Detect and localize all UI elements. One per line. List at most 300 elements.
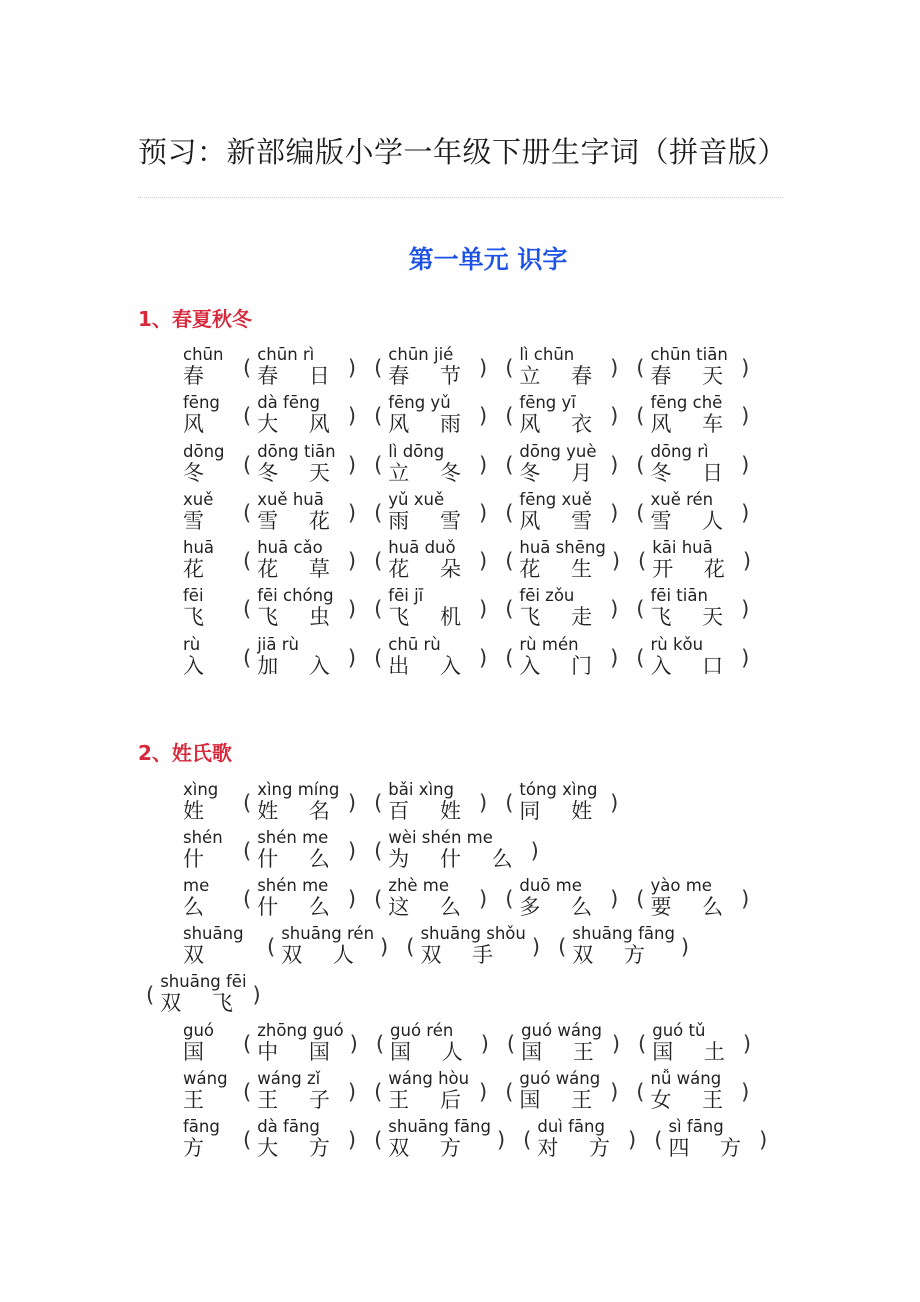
word-pinyin: shuāng shǒu: [420, 924, 526, 943]
word-group: [505, 443, 618, 486]
paren-char: ): [478, 549, 488, 573]
paren-char: (: [374, 549, 383, 573]
char-hanzi: 姓: [183, 799, 216, 823]
word-entry: [388, 829, 524, 872]
word-hanzi: 春 节: [388, 364, 473, 388]
char-hanzi: 冬: [183, 461, 216, 485]
paren-char: ): [478, 404, 488, 428]
paren-char: ): [742, 1032, 752, 1056]
word-pinyin: fēng yī: [519, 393, 576, 412]
paren-char: (: [374, 501, 383, 525]
word-entry: [650, 587, 735, 630]
open-paren: [374, 539, 382, 573]
word-pinyin: dōng yuè: [519, 442, 597, 461]
word-group: [505, 877, 618, 920]
paren-char: (: [243, 1080, 252, 1104]
word-group: [243, 394, 356, 437]
word-pinyin: guó rén: [390, 1021, 454, 1040]
open-paren: [505, 394, 513, 428]
open-paren: [374, 346, 382, 380]
word-group: [636, 443, 749, 486]
paren-char: (: [243, 453, 252, 477]
word-hanzi: 出 入: [388, 654, 473, 678]
open-paren: [505, 346, 513, 380]
close-paren: [612, 1022, 620, 1056]
word-entry: [281, 925, 374, 968]
paren-char: ): [347, 597, 357, 621]
paren-char: ): [680, 935, 690, 959]
word-group: [505, 539, 620, 582]
paren-char: ): [531, 935, 541, 959]
word-entry: [388, 781, 473, 824]
close-paren: [348, 587, 356, 621]
word-hanzi: 双 手: [420, 943, 506, 967]
close-paren: [610, 443, 618, 477]
word-group: [654, 1118, 767, 1161]
paren-char: ): [530, 839, 539, 863]
word-pinyin: dōng tiān: [257, 442, 336, 461]
paren-char: ): [478, 597, 488, 621]
paren-char: (: [558, 935, 567, 959]
open-paren: [243, 781, 251, 815]
word-entry: [519, 1070, 604, 1113]
paren-char: (: [243, 597, 252, 621]
word-pinyin: fēng yǔ: [388, 393, 451, 412]
open-paren: [243, 636, 251, 670]
vocab-row: [146, 973, 261, 1017]
char-hanzi: 什: [183, 847, 216, 871]
open-paren: [636, 636, 644, 670]
word-entry: [388, 1118, 491, 1161]
open-paren: [406, 925, 414, 959]
word-group: [505, 781, 618, 824]
word-pinyin: fēng chē: [650, 393, 723, 412]
word-entry: [257, 587, 342, 630]
word-group: [374, 1070, 487, 1113]
word-entry: [650, 394, 735, 437]
paren-char: ): [610, 453, 619, 477]
word-pinyin: xìng míng: [257, 780, 340, 799]
word-pinyin: chūn rì: [257, 345, 315, 364]
word-pinyin: lì chūn: [519, 345, 575, 364]
paren-char: (: [374, 791, 383, 815]
paren-char: ): [741, 646, 750, 670]
paren-char: (: [374, 404, 383, 428]
close-paren: [532, 925, 540, 959]
word-hanzi: 风 车: [650, 412, 736, 436]
paren-char: (: [636, 1080, 645, 1104]
char-hanzi: 飞: [183, 605, 216, 629]
word-hanzi: 多 么: [519, 895, 605, 919]
word-hanzi: 百 姓: [388, 799, 473, 823]
word-entry: [390, 1022, 475, 1065]
word-pinyin: duì fāng: [537, 1117, 605, 1136]
word-entry: [257, 829, 342, 872]
open-paren: [374, 443, 382, 477]
word-hanzi: 春 日: [257, 364, 342, 388]
word-group: [406, 925, 540, 968]
word-hanzi: 女 王: [650, 1088, 736, 1112]
word-pinyin: shén me: [257, 876, 329, 895]
word-group: [636, 394, 749, 437]
char-hanzi: 雪: [183, 509, 216, 533]
close-paren: [348, 539, 356, 573]
word-entry: [388, 877, 473, 920]
word-pinyin: huā cǎo: [257, 538, 323, 557]
word-entry: [257, 1070, 342, 1113]
open-paren: [558, 925, 566, 959]
paren-char: (: [638, 549, 647, 573]
word-entry: [160, 973, 246, 1016]
word-group: [267, 925, 388, 968]
word-group: [374, 587, 487, 630]
paren-char: ): [347, 549, 357, 573]
open-paren: [243, 346, 251, 380]
word-pinyin: wáng zǐ: [257, 1069, 321, 1088]
paren-char: ): [610, 1080, 619, 1104]
word-hanzi: 冬 日: [650, 461, 736, 485]
char-hanzi: 双: [183, 943, 216, 967]
char-pinyin: fēi: [183, 586, 204, 605]
paren-char: (: [374, 597, 383, 621]
word-entry: [519, 491, 604, 534]
paren-char: (: [505, 549, 514, 573]
close-paren: [741, 443, 749, 477]
paren-char: ): [347, 501, 357, 525]
paren-char: ): [347, 646, 357, 670]
word-pinyin: chūn tiān: [650, 345, 728, 364]
paren-char: ): [478, 791, 488, 815]
word-group: [243, 491, 356, 534]
word-entry: [257, 346, 342, 389]
word-entry: [388, 1070, 473, 1113]
word-group: [374, 829, 539, 872]
word-pinyin: shuāng fāng: [572, 924, 675, 943]
word-entry: [257, 1118, 342, 1161]
word-pinyin: shuāng fāng: [388, 1117, 491, 1136]
word-hanzi: 四 方: [668, 1136, 754, 1160]
word-entry: [257, 491, 342, 534]
word-hanzi: 立 冬: [388, 461, 473, 485]
paren-char: (: [374, 887, 383, 911]
word-hanzi: 什 么: [257, 895, 342, 919]
paren-char: ): [252, 983, 261, 1007]
word-group: [374, 539, 487, 582]
close-paren: [759, 1118, 767, 1152]
paren-char: ): [478, 356, 488, 380]
open-paren: [638, 539, 646, 573]
word-hanzi: 春 天: [650, 364, 736, 388]
char-entry: [183, 636, 225, 679]
char-pinyin: xìng: [183, 780, 219, 799]
word-pinyin: shuāng fēi: [160, 972, 247, 991]
paren-char: (: [505, 404, 514, 428]
paren-char: (: [505, 453, 514, 477]
open-paren: [146, 973, 154, 1007]
word-pinyin: fēi chóng: [257, 586, 334, 605]
word-hanzi: 双 人: [281, 943, 366, 967]
paren-char: ): [478, 887, 488, 911]
char-hanzi: 么: [183, 895, 216, 919]
paren-char: (: [523, 1128, 532, 1152]
word-pinyin: huā shēng: [519, 538, 606, 557]
close-paren: [479, 781, 487, 815]
word-group: [374, 877, 487, 920]
open-paren: [636, 346, 644, 380]
word-group: [374, 781, 487, 824]
open-paren: [636, 491, 644, 525]
word-entry: [388, 394, 473, 437]
word-pinyin: sì fāng: [668, 1117, 724, 1136]
paren-char: (: [654, 1128, 663, 1152]
open-paren: [374, 829, 382, 863]
close-paren: [610, 1070, 618, 1104]
paren-char: (: [505, 1080, 514, 1104]
paren-char: (: [505, 887, 514, 911]
word-entry: [519, 781, 604, 824]
vocab-row: [183, 829, 539, 873]
paren-char: ): [610, 597, 619, 621]
word-group: [243, 346, 356, 389]
close-paren: [348, 781, 356, 815]
word-group: [243, 877, 356, 920]
paren-char: ): [347, 1128, 357, 1152]
paren-char: ): [610, 501, 619, 525]
open-paren: [374, 1118, 382, 1152]
word-hanzi: 同 姓: [519, 799, 605, 823]
paren-char: (: [505, 501, 514, 525]
paren-char: ): [741, 1080, 750, 1104]
open-paren: [243, 829, 251, 863]
word-entry: [257, 877, 342, 920]
close-paren: [741, 587, 749, 621]
word-entry: [257, 539, 342, 582]
paren-char: ): [478, 646, 488, 670]
open-paren: [505, 636, 513, 670]
word-group: [636, 636, 749, 679]
lesson-heading-1: 1、春夏秋冬: [138, 307, 252, 331]
open-paren: [243, 394, 251, 428]
open-paren: [243, 491, 251, 525]
open-paren: [374, 636, 382, 670]
word-group: [243, 539, 356, 582]
word-entry: [572, 925, 675, 968]
word-entry: [519, 587, 604, 630]
word-pinyin: wèi shén me: [388, 828, 493, 847]
open-paren: [505, 1070, 513, 1104]
word-entry: [652, 539, 737, 582]
word-entry: [521, 1022, 606, 1065]
word-pinyin: xuě huā: [257, 490, 324, 509]
word-pinyin: fēi tiān: [650, 586, 708, 605]
word-group: [243, 443, 356, 486]
word-hanzi: 花 草: [257, 557, 342, 581]
word-group: [243, 587, 356, 630]
paren-char: ): [741, 404, 750, 428]
paren-char: (: [243, 1032, 252, 1056]
word-group: [243, 636, 356, 679]
word-pinyin: tóng xìng: [519, 780, 598, 799]
word-pinyin: fēi jī: [388, 586, 424, 605]
open-paren: [267, 925, 275, 959]
paren-char: ): [347, 356, 357, 380]
char-pinyin: shuāng: [183, 924, 244, 943]
word-pinyin: chū rù: [388, 635, 441, 654]
paren-char: (: [636, 356, 645, 380]
close-paren: [610, 491, 618, 525]
close-paren: [348, 636, 356, 670]
open-paren: [507, 1022, 515, 1056]
char-hanzi: 方: [183, 1136, 216, 1160]
paren-char: (: [636, 887, 645, 911]
word-entry: [650, 443, 735, 486]
char-entry: [183, 539, 225, 582]
close-paren: [479, 539, 487, 573]
close-paren: [348, 1118, 356, 1152]
open-paren: [374, 781, 382, 815]
paren-char: (: [636, 646, 645, 670]
word-entry: [650, 491, 735, 534]
paren-char: (: [243, 646, 252, 670]
word-group: [243, 1070, 356, 1113]
close-paren: [479, 1070, 487, 1104]
open-paren: [523, 1118, 531, 1152]
word-group: [505, 587, 618, 630]
word-hanzi: 开 花: [652, 557, 737, 581]
word-hanzi: 飞 走: [519, 605, 605, 629]
word-hanzi: 雨 雪: [388, 509, 473, 533]
paren-char: ): [478, 453, 488, 477]
close-paren: [497, 1118, 505, 1152]
open-paren: [505, 539, 513, 573]
close-paren: [743, 539, 751, 573]
paren-char: ): [380, 935, 389, 959]
close-paren: [348, 443, 356, 477]
word-hanzi: 入 口: [650, 654, 736, 678]
vocab-row: [183, 443, 749, 487]
word-hanzi: 双 飞: [160, 991, 245, 1015]
word-group: [146, 973, 261, 1016]
paren-char: ): [347, 1080, 357, 1104]
word-group: [243, 781, 356, 824]
close-paren: [741, 491, 749, 525]
paren-char: (: [374, 356, 383, 380]
paren-char: ): [478, 1080, 488, 1104]
char-entry: [183, 1069, 228, 1113]
word-pinyin: guó wáng: [519, 1069, 601, 1088]
paren-char: ): [741, 356, 750, 380]
char-entry: [183, 925, 249, 968]
close-paren: [741, 1070, 749, 1104]
word-pinyin: dōng rì: [650, 442, 709, 461]
char-entry: [183, 829, 225, 872]
word-hanzi: 飞 虫: [257, 605, 342, 629]
close-paren: [741, 394, 749, 428]
open-paren: [636, 394, 644, 428]
paren-char: (: [505, 646, 514, 670]
open-paren: [505, 443, 513, 477]
word-pinyin: kāi huā: [652, 538, 713, 557]
close-paren: [681, 925, 689, 959]
paren-char: ): [347, 453, 357, 477]
word-hanzi: 为 什 么: [388, 847, 525, 871]
word-group: [636, 346, 749, 389]
open-paren: [243, 443, 251, 477]
vocab-row: [183, 539, 751, 583]
word-entry: [668, 1118, 753, 1161]
word-pinyin: dà fāng: [257, 1117, 320, 1136]
paren-char: ): [759, 1128, 768, 1152]
vocab-row: [183, 587, 749, 631]
char-pinyin: shén: [183, 828, 223, 847]
unit-heading: 第一单元 识字: [408, 245, 568, 274]
open-paren: [374, 1070, 382, 1104]
word-hanzi: 花 生: [519, 557, 605, 581]
paren-char: ): [347, 791, 357, 815]
vocab-row: [183, 491, 749, 535]
paren-char: (: [243, 356, 252, 380]
word-pinyin: lì dōng: [388, 442, 445, 461]
word-pinyin: dà fēng: [257, 393, 320, 412]
paren-char: ): [349, 1032, 358, 1056]
vocab-row: [183, 636, 749, 680]
word-group: [505, 491, 618, 534]
paren-char: (: [267, 935, 276, 959]
paren-char: ): [480, 1032, 489, 1056]
title-divider: [138, 197, 783, 198]
char-entry: [183, 587, 225, 630]
char-entry: [183, 1022, 225, 1065]
paren-char: (: [374, 646, 383, 670]
word-pinyin: rù mén: [519, 635, 579, 654]
paren-char: (: [636, 597, 645, 621]
char-pinyin: huā: [183, 538, 215, 557]
paren-char: (: [636, 453, 645, 477]
word-pinyin: zhōng guó: [257, 1021, 344, 1040]
word-hanzi: 王 后: [388, 1088, 473, 1112]
char-pinyin: xuě: [183, 490, 214, 509]
word-entry: [652, 1022, 737, 1065]
char-pinyin: fāng: [183, 1117, 220, 1136]
word-hanzi: 风 雪: [519, 509, 605, 533]
paren-char: (: [406, 935, 415, 959]
close-paren: [741, 877, 749, 911]
char-pinyin: chūn: [183, 345, 224, 364]
word-hanzi: 国 王: [519, 1088, 605, 1112]
word-hanzi: 国 王: [521, 1040, 606, 1064]
close-paren: [348, 829, 356, 863]
close-paren: [612, 539, 620, 573]
word-entry: [650, 346, 735, 389]
close-paren: [348, 491, 356, 525]
word-hanzi: 王 子: [257, 1088, 342, 1112]
paren-char: ): [741, 501, 750, 525]
word-hanzi: 姓 名: [257, 799, 342, 823]
close-paren: [610, 877, 618, 911]
char-pinyin: dōng: [183, 442, 225, 461]
char-hanzi: 入: [183, 654, 216, 678]
word-group: [243, 829, 356, 872]
close-paren: [481, 1022, 489, 1056]
open-paren: [636, 587, 644, 621]
paren-char: (: [374, 1128, 383, 1152]
word-entry: [388, 443, 473, 486]
open-paren: [374, 394, 382, 428]
paren-char: (: [638, 1032, 647, 1056]
word-hanzi: 国 人: [390, 1040, 475, 1064]
open-paren: [376, 1022, 384, 1056]
word-group: [505, 394, 618, 437]
